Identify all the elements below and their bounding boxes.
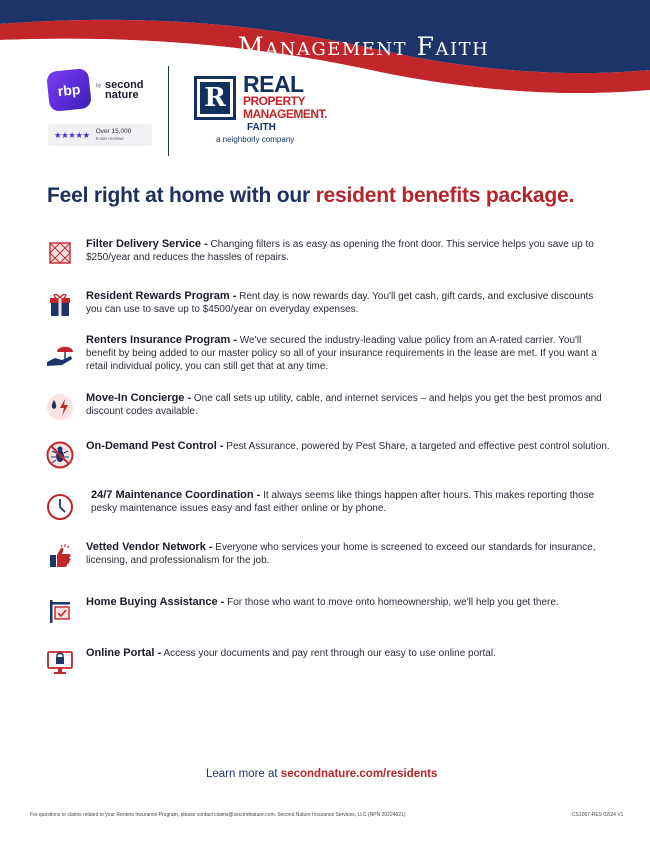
- benefit-title: Renters Insurance Program -: [86, 334, 237, 346]
- benefit-text: [86, 440, 610, 453]
- tagline-highlight: resident benefits package.: [315, 184, 575, 207]
- benefit-title: Move-In Concierge -: [86, 392, 192, 404]
- rpm-line-property: PROPERTY: [243, 94, 306, 108]
- benefit-title: 24/7 Maintenance Coordination -: [91, 489, 261, 501]
- benefit-description: One call sets up utility, cable, and internet services – and helps you get the best promos and discount codes available.: [86, 393, 602, 417]
- benefit-text: [86, 238, 610, 264]
- benefit-description: Rent day is now rewards day. You'll get cash, gift cards, and exclusive discounts you can use to save up to $4500/year on everyday expenses.: [86, 291, 594, 315]
- learn-more-prefix: Learn more at: [206, 768, 281, 780]
- rating-label: 5-star reviews: [95, 136, 124, 141]
- monitor-icon: [45, 647, 75, 677]
- rating-text: [96, 128, 132, 142]
- benefit-description: Changing filters is as easy as opening the front door. This service helps you save up to $250/year and reduces the hassles of repairs.: [86, 239, 594, 263]
- benefit-text: [86, 541, 610, 567]
- rpm-monogram: R: [200, 82, 230, 114]
- rpm-line-management: MANAGEMENT.: [243, 107, 327, 121]
- benefit-title: On-Demand Pest Control -: [86, 440, 224, 452]
- benefit-title: Filter Delivery Service -: [86, 238, 208, 250]
- benefit-text: [86, 290, 610, 316]
- rpm-monogram-frame: [194, 76, 236, 120]
- benefit-title: Home Buying Assistance -: [86, 596, 225, 608]
- benefit-description: For those who want to move onto homeownership, we'll help you get there.: [224, 597, 559, 608]
- sold-sign-icon: [45, 596, 75, 626]
- logo-divider: [168, 66, 169, 156]
- second-nature-wordmark: second nature: [105, 79, 144, 101]
- rating-count: Over 15,000: [95, 128, 132, 135]
- rpm-line-real: REAL: [243, 71, 304, 97]
- rbp-logo: [46, 68, 162, 150]
- benefit-description: Everyone who services your home is screened to exceed our standards for insurance, licensing, and professionalism for the job.: [86, 542, 596, 566]
- star-rating-icon: ★★★★★: [54, 129, 90, 140]
- utilities-icon: [45, 392, 75, 422]
- learn-more-link[interactable]: secondnature.com/residents: [280, 768, 438, 780]
- no-bug-icon: [45, 440, 75, 470]
- benefit-text: [86, 392, 610, 418]
- umbrella-hand-icon: [45, 340, 75, 370]
- rpm-line-neighborly: a neighborly company: [216, 135, 295, 144]
- benefit-text: [86, 334, 610, 373]
- benefit-description: It always seems like things happen after hours. This makes reporting those pesky maintenance issues easy and fast either online or by phone.: [91, 490, 595, 514]
- filter-icon: [45, 238, 75, 268]
- benefit-title: Vetted Vendor Network -: [86, 541, 213, 553]
- benefit-text: [86, 596, 610, 609]
- header-title: Management Faith: [238, 32, 490, 61]
- footer-document-code: CS1007-RES 02/24 V1: [572, 812, 624, 818]
- rating-card: [48, 124, 152, 146]
- rbp-by-label: by: [96, 83, 102, 89]
- benefit-title: Online Portal -: [86, 647, 162, 659]
- learn-more: [206, 768, 437, 780]
- benefit-description: We've secured the industry-leading value policy from an A-rated carrier. You'll benefit by being added to our master policy so all of your insurance requirements in the lease are met. If you want a retail individual policy, you can still get that at any time.: [86, 335, 597, 372]
- gift-icon: [45, 290, 75, 320]
- benefit-text: [86, 647, 610, 660]
- tagline-prefix: Feel right at home with our: [47, 184, 316, 207]
- rbp-badge: rbp: [46, 68, 92, 112]
- page-tagline: [47, 184, 574, 208]
- clock-icon: [45, 492, 75, 522]
- benefit-text: [91, 489, 610, 515]
- benefit-description: Pest Assurance, powered by Pest Share, a targeted and effective pest control solution.: [223, 441, 610, 452]
- rpm-logo: [194, 72, 344, 152]
- rpm-line-faith: FAITH: [247, 122, 276, 133]
- footer-disclaimer: For questions or claims related to your Renters Insurance Program, please contact claims@secondnature.com. Second Nature Insurance Services, LLC (NPN 20224621): [30, 812, 406, 818]
- benefit-description: Access your documents and pay rent through our easy to use online portal.: [161, 648, 496, 659]
- thumbs-up-icon: [45, 541, 75, 571]
- benefit-title: Resident Rewards Program -: [86, 290, 237, 302]
